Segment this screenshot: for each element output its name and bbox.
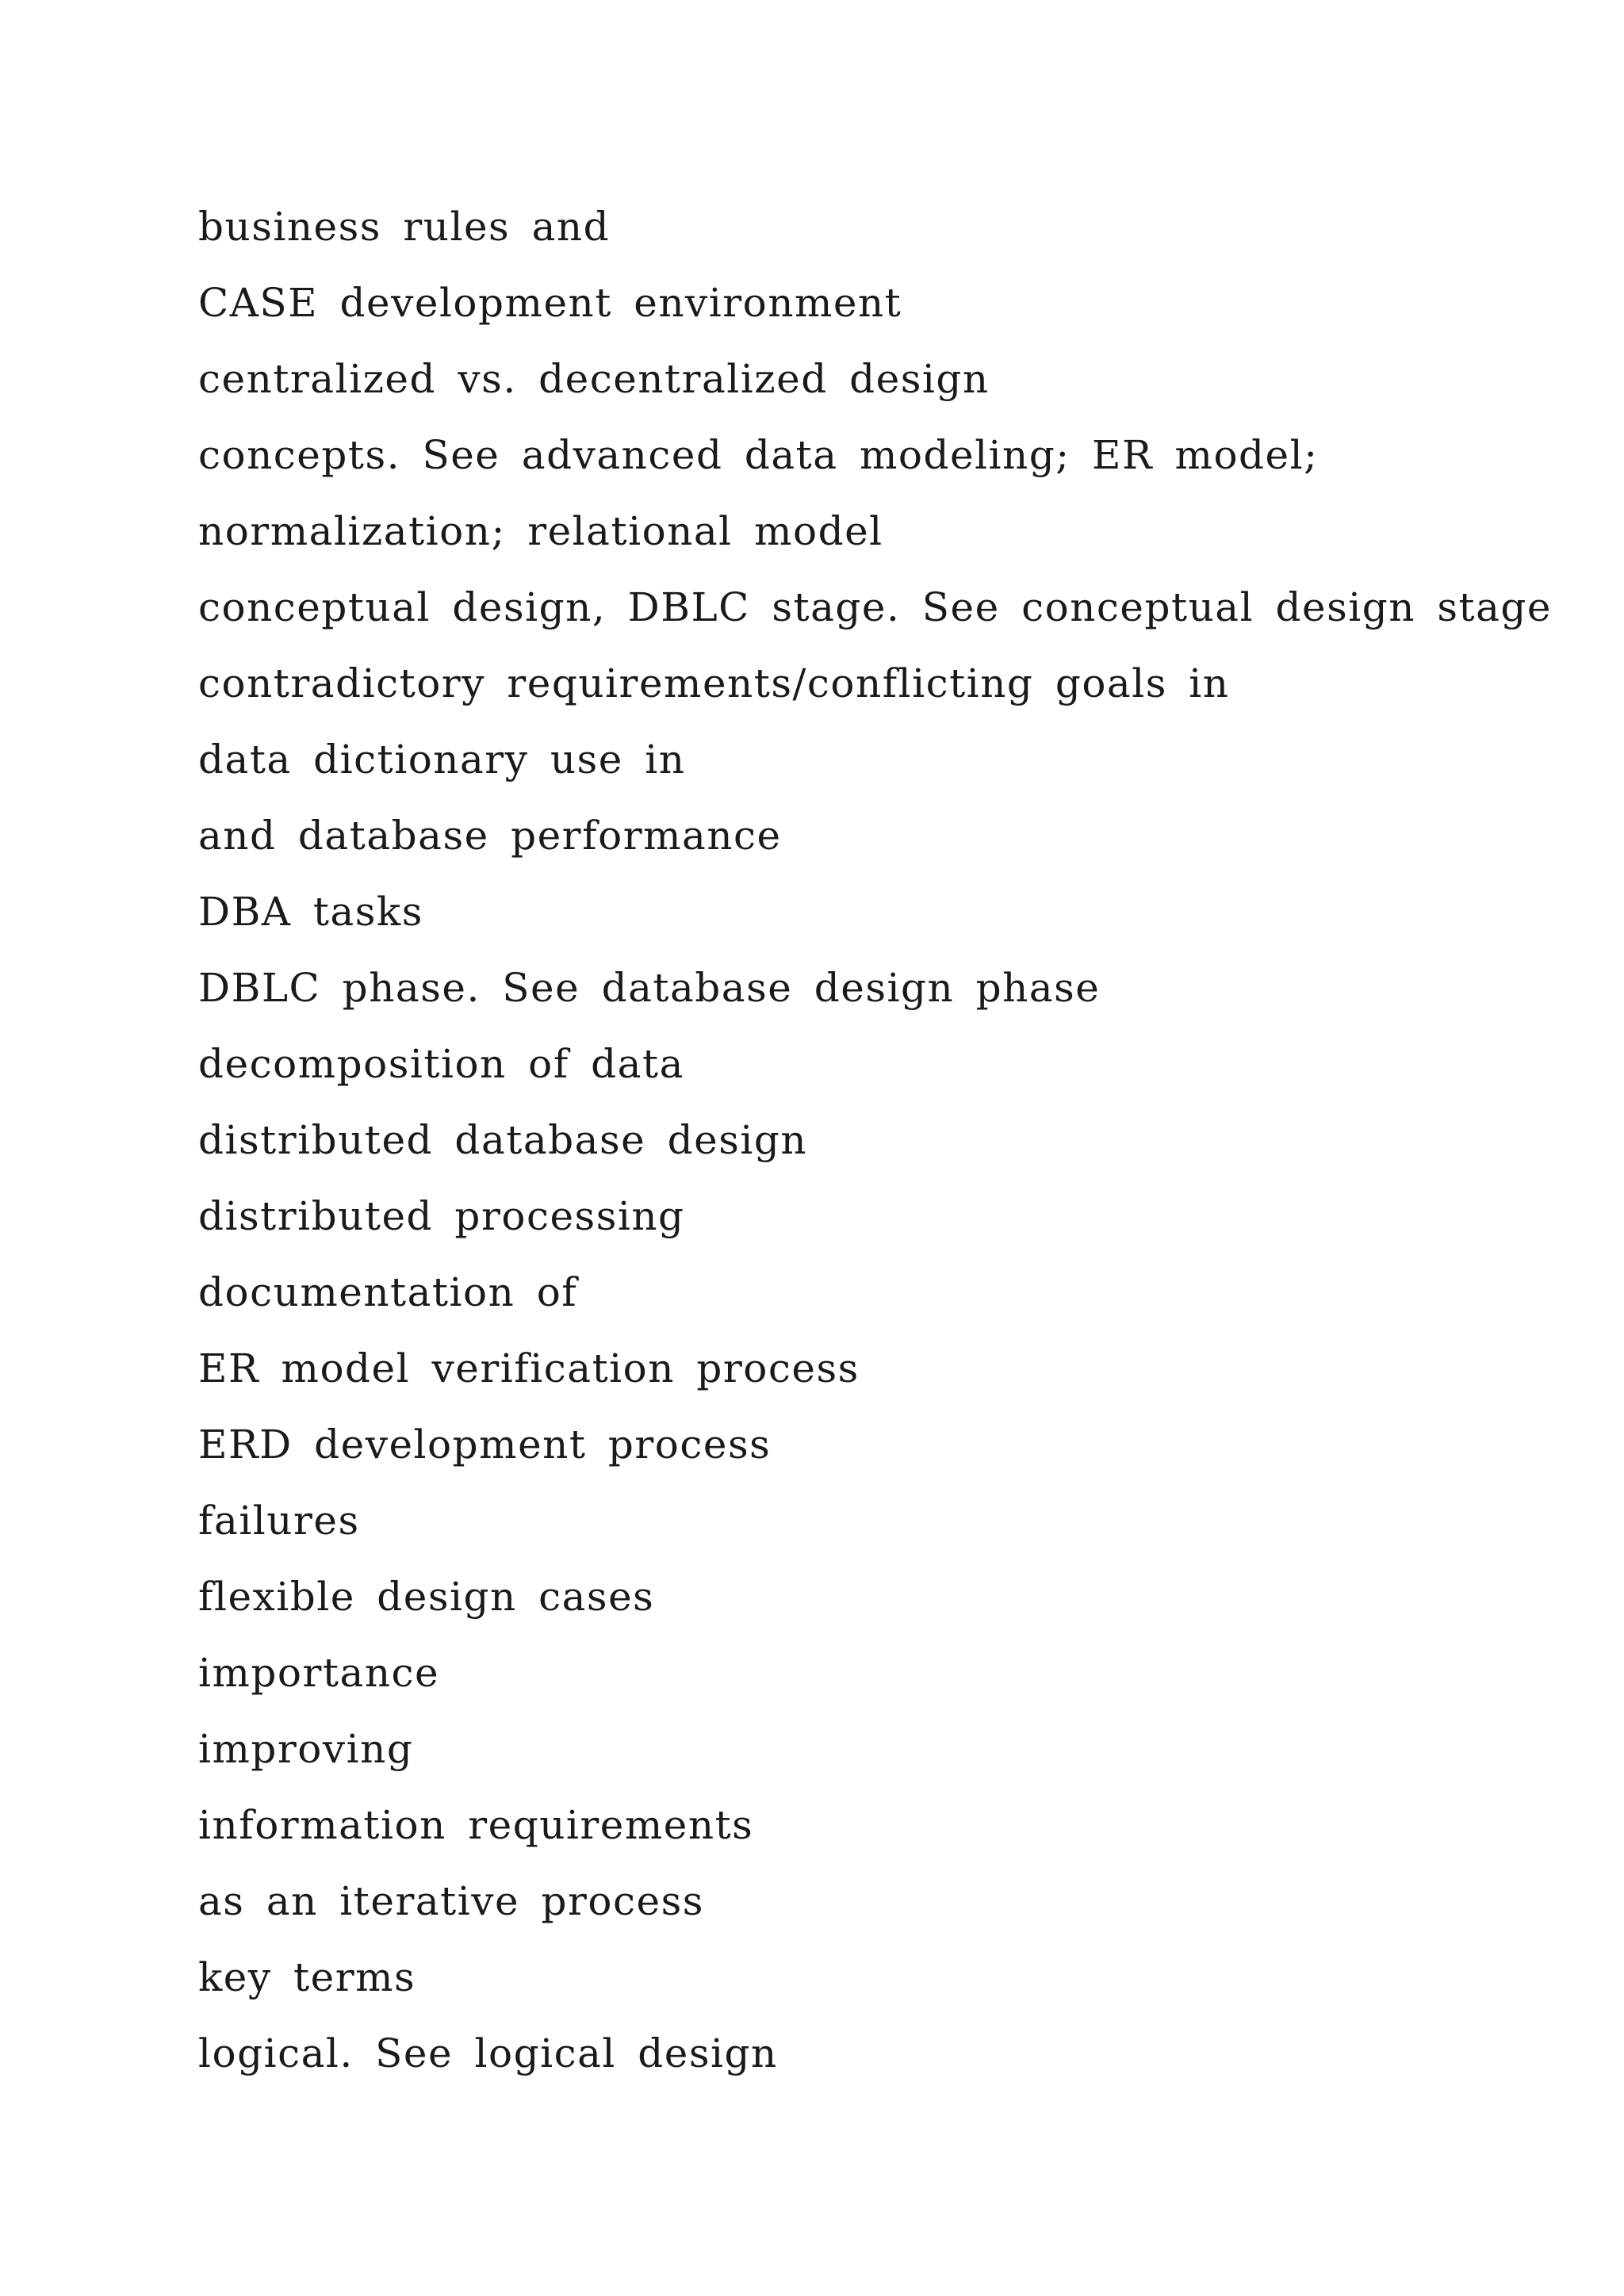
index-entry: and database performance — [198, 813, 782, 859]
index-entry: ERD development process — [198, 1422, 772, 1468]
index-entry: key terms — [198, 1954, 416, 2000]
index-entry: documentation of — [198, 1269, 578, 1315]
index-entry: business rules and — [198, 204, 611, 250]
index-entry: DBLC phase. See database design phase — [198, 965, 1101, 1011]
index-entry: ER model verification process — [198, 1345, 860, 1391]
index-entry: data dictionary use in — [198, 737, 686, 783]
index-entry: contradictory requirements/conflicting goals in — [198, 660, 1230, 706]
index-entry: CASE development environment — [198, 280, 902, 326]
index-entry: conceptual design, DBLC stage. See conceptual design stage — [198, 584, 1552, 630]
index-entry: improving — [198, 1726, 414, 1772]
index-entry: concepts. See advanced data modeling; ER model; — [198, 432, 1319, 478]
index-entry: flexible design cases — [198, 1574, 655, 1620]
index-entry: logical. See logical design — [198, 2030, 778, 2076]
index-entry: importance — [198, 1650, 440, 1696]
index-entry: DBA tasks — [198, 889, 423, 935]
index-entry: decomposition of data — [198, 1041, 684, 1087]
index-entry-list — [198, 189, 1586, 2091]
index-entry: distributed database design — [198, 1117, 808, 1163]
index-entry: as an iterative process — [198, 1878, 704, 1924]
index-entry: centralized vs. decentralized design — [198, 356, 990, 402]
index-entry: failures — [198, 1498, 360, 1544]
index-entry: information requirements — [198, 1802, 754, 1848]
index-entry: distributed processing — [198, 1193, 685, 1239]
index-entry: normalization; relational model — [198, 508, 883, 554]
